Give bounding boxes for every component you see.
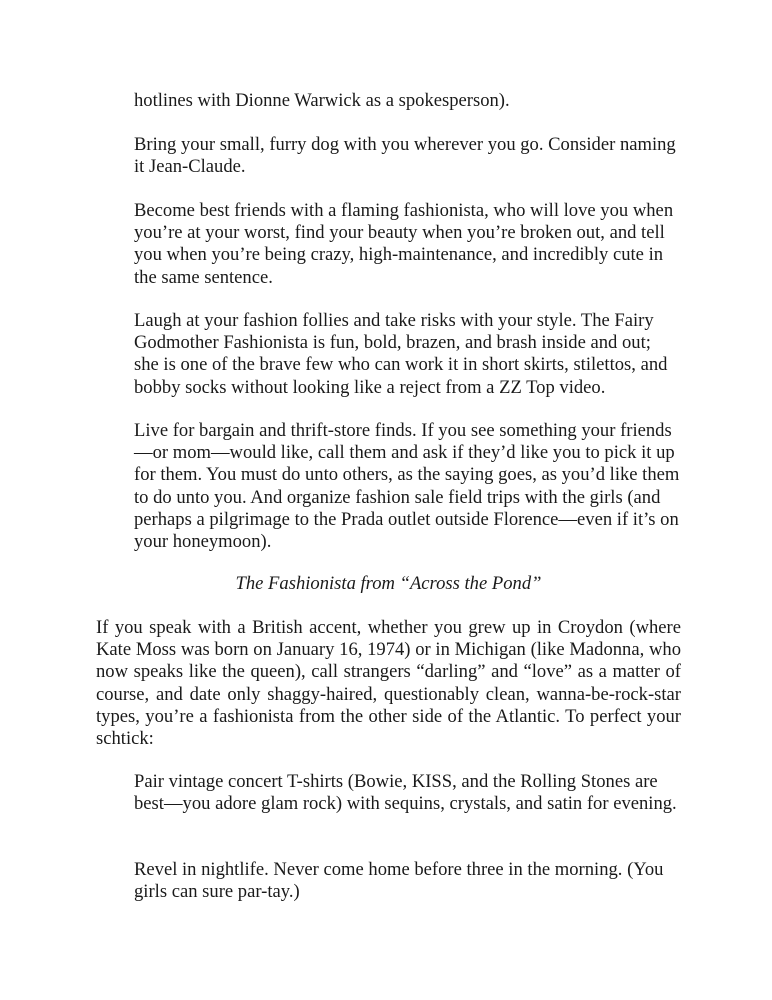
paragraph-bargain-finds: Live for bargain and thrift-store finds. If you see something your friends—or mom—would like, call them and ask if they’d like you to pick it up for them. You must do unto others, as the saying goes, as you’d like them to do unto you. And organize fashion sale field trips with the girls (and perhaps a pilgrimage to the Prada outlet outside Florence—even if it’s on your honeymoon). xyxy=(134,420,680,553)
paragraph-nightlife: Revel in nightlife. Never come home before three in the morning. (You girls can sure par-tay.) xyxy=(134,859,664,903)
paragraph-hotlines: hotlines with Dionne Warwick as a spokesperson). xyxy=(134,90,510,111)
paragraph-best-friends: Become best friends with a flaming fashionista, who will love you when you’re at your worst, find your beauty when you’re broken out, and tell you when you’re being crazy, high-maintenance, and incredibly cute in the same sentence. xyxy=(134,200,674,288)
paragraph-fashion-follies: Laugh at your fashion follies and take risks with your style. The Fairy Godmother Fashionista is fun, bold, brazen, and brash inside and out; she is one of the brave few who can work it in short skirts, stilettos, and bobby socks without looking like a reject from a ZZ Top video. xyxy=(134,310,668,398)
paragraph-british-accent: If you speak with a British accent, whether you grew up in Croydon (where Kate Moss was born on January 16, 1974) or in Michigan (like Madonna, who now speaks like the queen), call strangers “darling” and “love” as a matter of course, and date only shaggy-haired, questionably clean, wanna-be-rock-star types, you’re a fashionista from the other side of the Atlantic. To perfect your schtick: xyxy=(96,617,681,750)
paragraph-furry-dog: Bring your small, furry dog with you wherever you go. Consider naming it Jean-Claude. xyxy=(134,134,676,178)
paragraph-concert-tshirts: Pair vintage concert T-shirts (Bowie, KISS, and the Rolling Stones are best—you adore glam rock) with sequins, crystals, and satin for evening. xyxy=(134,771,677,815)
section-subheading: The Fashionista from “Across the Pond” xyxy=(235,573,542,594)
